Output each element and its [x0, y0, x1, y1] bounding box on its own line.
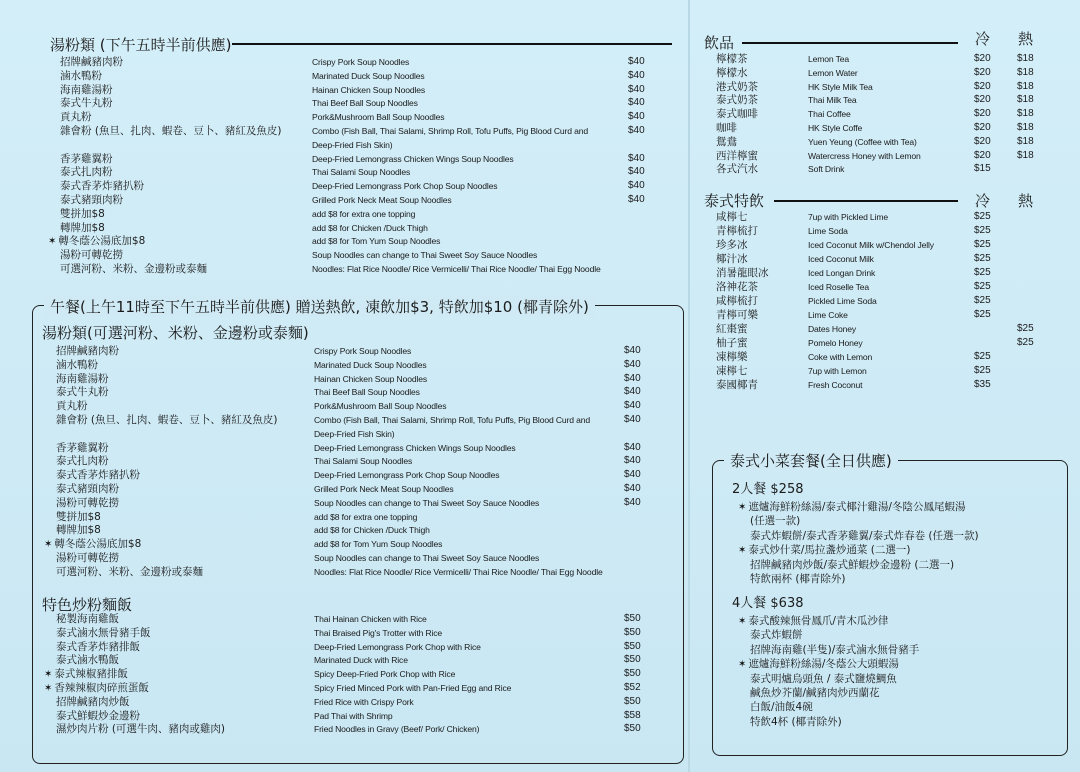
drink-en: Lime Coke — [808, 310, 848, 320]
drink-en: Coke with Lemon — [808, 352, 873, 362]
menu-item-en: add $8 for Tom Yum Soup Noodles — [312, 236, 441, 247]
set-line-text: 泰式酸辣無骨鳳爪/青木瓜沙律 — [748, 615, 889, 627]
menu-item-zh — [60, 110, 92, 124]
drink-en: Pomelo Honey — [808, 338, 863, 348]
set-line-text: 招牌鹹豬肉炒飯/泰式鮮蝦炒金邊粉 (二選一) — [750, 558, 955, 571]
menu-item-zh-text: 泰式鮮蝦炒金邊粉 — [56, 709, 140, 722]
menu-item-price: $40 — [624, 414, 641, 425]
specials-rule — [774, 200, 958, 202]
menu-item-zh-text: 泰式牛丸粉 — [56, 386, 109, 399]
set-line — [750, 700, 813, 714]
drink-zh: 港式奶茶 — [716, 80, 758, 93]
menu-item-zh-text: 泰式辣椒豬排飯 — [54, 668, 128, 681]
menu-item-zh — [60, 193, 123, 207]
menu-item-zh-text: 秘製海南雞飯 — [56, 613, 119, 625]
set2-title: 2人餐 $258 — [732, 482, 804, 497]
menu-item-en: Spicy Deep-Fried Pork Chop with Rice — [314, 669, 456, 680]
set4-title: 4人餐 $638 — [732, 596, 804, 611]
menu-item-zh-text: 貢丸粉 — [56, 400, 88, 413]
drink-zh: 檸檬水 — [716, 66, 748, 79]
menu-item-zh — [56, 695, 130, 709]
menu-item-en: add $8 for extra one topping — [312, 208, 416, 219]
set-line-text: 泰式明爐烏頭魚 / 泰式鹽燒鯛魚 — [750, 672, 897, 685]
menu-item-zh — [48, 234, 145, 249]
menu-item-en: Hainan Chicken Soup Noodles — [314, 373, 427, 384]
lunch-section-title: 午餐(上午11時至下午五時半前供應) 贈送熱飲, 凍飲加$3, 特飲加$10 (椰青除外) — [44, 296, 595, 317]
menu-item-en: Hainan Chicken Soup Noodles — [312, 84, 425, 95]
menu-item-zh — [56, 344, 119, 358]
menu-item-en: Marinated Duck Soup Noodles — [314, 359, 427, 370]
menu-item-en: add $8 for Chicken /Duck Thigh — [312, 222, 428, 233]
drink-zh: 檸檬茶 — [716, 53, 748, 65]
menu-item-zh-text: 招牌鹹豬肉粉 — [60, 56, 123, 68]
menu-item-price: $50 — [624, 640, 641, 652]
menu-item-zh-text: 湯粉可轉乾撈 — [56, 552, 119, 564]
menu-item-price: $40 — [624, 345, 641, 356]
menu-item-zh-text: 泰式香茅炸豬扒粉 — [60, 180, 144, 193]
drink-en: Watercress Honey with Lemon — [808, 150, 921, 161]
menu-item-en: Soup Noodles can change to Thai Sweet Soy Sauce Noodles — [314, 497, 540, 508]
menu-item-price: $40 — [624, 441, 641, 453]
drink-zh: 青檸梳打 — [716, 225, 758, 237]
drink-cold-price: $25 — [974, 351, 991, 362]
drink-zh: 消暑龍眼冰 — [716, 267, 769, 279]
drink-en: HK Style Coffe — [808, 123, 863, 133]
drink-cold-price: $25 — [974, 365, 991, 376]
menu-item-price: $40 — [628, 180, 645, 192]
menu-item-en: Crispy Pork Soup Noodles — [312, 57, 410, 67]
menu-item-price: $50 — [624, 668, 641, 680]
menu-item-zh — [56, 468, 140, 482]
menu-item-price: $40 — [624, 496, 641, 508]
menu-item-zh-text: 香辣辣椒肉碎煎蛋飯 — [54, 682, 149, 694]
drink-cold-price: $15 — [974, 163, 991, 175]
menu-item-price: $40 — [624, 483, 641, 494]
menu-item-price: $40 — [628, 194, 645, 205]
menu-item-en: Soup Noodles can change to Thai Sweet Soy Sauce Noodles — [312, 250, 538, 261]
menu-item-zh-text: 轉冬蔭公湯底加$8 — [54, 538, 142, 551]
set-line-text: 遮爐海鮮粉絲湯/冬蔭公大頭蝦湯 — [748, 658, 899, 671]
menu-item-zh — [60, 165, 113, 179]
set-line — [738, 657, 899, 672]
set-line-text: 泰式炸蝦餅/泰式香茅雞翼/泰式炸春卷 (任選一款) — [750, 529, 979, 542]
drink-hot-price: $18 — [1017, 108, 1034, 120]
drink-cold-price: $20 — [974, 66, 991, 78]
menu-item-en: Fried Rice with Crispy Pork — [314, 696, 414, 707]
set-line-text: 特飲4杯 (椰青除外) — [750, 715, 842, 728]
menu-item-zh — [56, 565, 203, 579]
menu-item-zh-text: 轉冬蔭公湯底加$8 — [58, 235, 146, 248]
set-line — [750, 672, 897, 686]
menu-item-en: Soup Noodles can change to Thai Sweet Soy Sauce Noodles — [314, 553, 540, 563]
drink-zh: 凍檸樂 — [716, 351, 748, 363]
menu-item-zh-text: 湯粉可轉乾撈 — [56, 496, 119, 509]
menu-item-zh-text: 泰式香茅炸豬排飯 — [56, 640, 140, 653]
menu-item-zh-text: 泰式扎肉粉 — [60, 166, 113, 179]
menu-item-zh-text: 泰式滷水鴨飯 — [56, 654, 119, 667]
menu-item-zh — [60, 69, 102, 83]
menu-item-zh-text: 濕炒肉片粉 (可選牛肉、豬肉或雞肉) — [56, 723, 226, 736]
menu-item-price: $40 — [624, 455, 641, 467]
set-line-text: 招牌海南雞(半隻)/泰式滷水無骨豬手 — [750, 643, 920, 656]
drink-en: Lemon Tea — [808, 54, 850, 64]
menu-item-zh-text: 香茅雞翼粉 — [60, 152, 113, 165]
drink-cold-price: $25 — [974, 253, 991, 264]
drink-cold-price: $20 — [974, 108, 991, 120]
drink-en: Dates Honey — [808, 324, 857, 334]
menu-item-zh — [56, 454, 109, 468]
menu-item-zh — [56, 413, 278, 427]
menu-item-price: $40 — [624, 372, 641, 384]
drink-zh: 柚子蜜 — [716, 337, 748, 349]
set-line — [750, 514, 800, 528]
drink-zh: 泰式奶茶 — [716, 94, 758, 107]
menu-item-price: $40 — [628, 97, 645, 109]
menu-item-price: $40 — [628, 166, 645, 178]
drink-zh: 椰汁冰 — [716, 253, 748, 265]
menu-item-en: Marinated Duck Soup Noodles — [312, 70, 425, 81]
set-line-text: 白飯/油飯4碗 — [750, 701, 813, 714]
menu-item-zh-text: 滷水鴨粉 — [60, 69, 102, 82]
menu-item-en: Thai Beef Ball Soup Noodles — [312, 98, 418, 109]
menu-item-zh-text: 泰式滷水無骨豬手飯 — [56, 626, 151, 639]
set-line — [750, 628, 803, 642]
drink-zh: 珍多冰 — [716, 239, 748, 251]
menu-item-price: $40 — [628, 111, 645, 123]
menu-item-en: Noodles: Flat Rice Noodle/ Rice Vermicelli/ Thai Rice Noodle/ Thai Egg Noodle — [312, 264, 601, 274]
menu-item-zh — [60, 96, 113, 110]
drink-zh: 凍檸七 — [716, 365, 748, 377]
menu-item-en: add $8 for Tom Yum Soup Noodles — [314, 539, 443, 550]
menu-item-price: $40 — [624, 386, 641, 398]
menu-item-zh — [60, 83, 113, 97]
menu-item-zh — [60, 124, 282, 138]
menu-item-zh-text: 泰式豬頸肉粉 — [60, 194, 123, 206]
drink-zh: 泰式咖啡 — [716, 108, 758, 121]
drink-cold-price: $20 — [974, 122, 991, 133]
noodles-section-rule — [232, 43, 672, 45]
menu-item-zh — [56, 496, 119, 510]
menu-item-zh — [56, 385, 109, 399]
drink-cold-price: $20 — [974, 94, 991, 106]
menu-item-zh-text: 招牌鹹豬肉粉 — [56, 345, 119, 357]
menu-item-en: Thai Salami Soup Noodles — [312, 167, 411, 178]
drink-zh: 鴛鴦 — [716, 135, 737, 148]
menu-item-en: Deep-Fried Lemongrass Chicken Wings Soup Noodles — [312, 153, 514, 164]
menu-item-en: Thai Beef Ball Soup Noodles — [314, 387, 420, 398]
menu-item-en: Combo (Fish Ball, Thai Salami, Shrimp Roll, Tofu Puffs, Pig Blood Curd and — [312, 126, 588, 136]
drink-en: 7up with Pickled Lime — [808, 212, 888, 222]
menu-item-zh — [60, 152, 113, 166]
menu-item-zh-text: 雙拼加$8 — [60, 207, 105, 220]
menu-item-zh — [60, 262, 207, 276]
drink-hot-price: $18 — [1017, 80, 1034, 92]
drink-hot-price: $18 — [1017, 53, 1034, 64]
menu-item-zh — [56, 523, 101, 537]
menu-item-en-cont: Deep-Fried Fish Skin) — [314, 428, 395, 439]
set-line-text: 泰式炒什菜/馬拉盞炒通菜 (二選一) — [748, 544, 911, 557]
drink-en: Iced Coconut Milk w/Chendol Jelly — [808, 240, 934, 250]
menu-item-zh-text: 泰式牛丸粉 — [60, 97, 113, 110]
chili-icon: ✶ — [738, 502, 747, 513]
menu-item-en: Pad Thai with Shrimp — [314, 710, 393, 721]
drink-hot-price: $18 — [1017, 122, 1034, 133]
noodles-section-title: 湯粉類 (下午五時半前供應) — [50, 36, 232, 54]
drink-zh: 泰國椰青 — [716, 379, 758, 391]
menu-item-en: Spicy Fried Minced Pork with Pan-Fried Egg and Rice — [314, 683, 512, 693]
drink-cold-price: $35 — [974, 379, 991, 390]
menu-item-en: Fried Noodles in Gravy (Beef/ Pork/ Chicken) — [314, 724, 480, 735]
menu-item-zh — [44, 537, 141, 552]
drink-cold-price: $25 — [974, 309, 991, 320]
drink-cold-price: $20 — [974, 135, 991, 147]
menu-item-zh — [60, 179, 144, 193]
lunch-section-subtitle: 湯粉類(可選河粉、米粉、金邊粉或泰麵) — [42, 324, 309, 342]
menu-item-zh — [60, 55, 123, 69]
set-line — [750, 558, 954, 572]
drink-zh: 咸檸七 — [716, 211, 748, 223]
drink-cold-price: $25 — [974, 267, 991, 278]
chili-icon: ✶ — [44, 539, 53, 551]
menu-item-en-cont: Deep-Fried Fish Skin) — [312, 139, 393, 150]
menu-item-en: Deep-Fried Lemongrass Pork Chop with Rice — [314, 641, 481, 652]
menu-item-zh — [56, 653, 119, 667]
chili-icon: ✶ — [48, 236, 57, 248]
menu-item-price: $40 — [628, 83, 645, 95]
page-fold — [688, 0, 690, 772]
chili-icon: ✶ — [738, 659, 747, 671]
menu-item-zh-text: 海南雞湯粉 — [56, 372, 109, 385]
menu-item-zh-text: 泰式香茅炸豬扒粉 — [56, 469, 140, 482]
chili-icon: ✶ — [738, 545, 747, 557]
drink-zh: 青檸可樂 — [716, 309, 758, 321]
menu-item-zh — [60, 248, 123, 262]
menu-item-zh-text: 湯粉可轉乾撈 — [60, 249, 123, 262]
drink-zh: 洛神花茶 — [716, 281, 758, 293]
menu-item-zh — [56, 510, 101, 524]
menu-item-en: Marinated Duck with Rice — [314, 655, 408, 666]
menu-item-price: $40 — [628, 69, 645, 81]
specials-hot-header: 熱 — [1018, 192, 1034, 210]
menu-item-zh-text: 招牌鹹豬肉炒飯 — [56, 695, 130, 708]
menu-item-zh-text: 海南雞湯粉 — [60, 83, 113, 96]
drink-cold-price: $25 — [974, 225, 991, 236]
set-line — [738, 500, 965, 515]
menu-item-price: $50 — [624, 626, 641, 638]
drink-en: Iced Roselle Tea — [808, 282, 869, 292]
menu-item-zh-text: 香茅雞翼粉 — [56, 441, 109, 454]
menu-item-zh — [44, 681, 149, 696]
menu-item-en: Deep-Fried Lemongrass Pork Chop Soup Noodles — [314, 470, 500, 481]
drinks-hot-header: 熱 — [1018, 30, 1034, 48]
set-line-text: 鹹魚炒芥蘭/鹹豬肉炒西蘭花 — [750, 687, 880, 699]
menu-item-zh — [56, 358, 98, 372]
menu-item-price: $50 — [624, 613, 641, 624]
drink-zh: 咸檸梳打 — [716, 295, 758, 307]
rice-section-title: 特色炒粉麵飯 — [42, 596, 133, 614]
set-line — [750, 686, 880, 700]
menu-item-price: $52 — [624, 682, 641, 693]
menu-item-en: Thai Braised Pig's Trotter with Rice — [314, 627, 443, 638]
drink-zh: 紅棗蜜 — [716, 323, 748, 335]
menu-item-zh — [60, 221, 105, 235]
menu-item-price: $50 — [624, 723, 641, 735]
drink-cold-price: $25 — [974, 239, 991, 250]
menu-item-zh — [56, 626, 151, 640]
drink-en: Iced Longan Drink — [808, 268, 876, 278]
drink-cold-price: $25 — [974, 211, 991, 222]
menu-item-en: Deep-Fried Lemongrass Pork Chop Soup Noodles — [312, 181, 498, 192]
menu-item-price: $50 — [624, 654, 641, 666]
drink-cold-price: $20 — [974, 80, 991, 92]
drink-hot-price: $18 — [1017, 149, 1034, 161]
menu-item-zh — [56, 551, 119, 565]
menu-item-en: add $8 for extra one topping — [314, 511, 418, 522]
set-line-text: 泰式炸蝦餅 — [750, 629, 803, 642]
drink-en: Yuen Yeung (Coffee with Tea) — [808, 136, 917, 147]
drink-cold-price: $25 — [974, 295, 991, 306]
menu-item-price: $50 — [624, 695, 641, 707]
menu-item-zh — [56, 482, 119, 496]
menu-item-en: Pork&Mushroom Ball Soup Noodles — [312, 112, 445, 123]
drinks-rule — [742, 42, 958, 44]
drink-cold-price: $20 — [974, 149, 991, 161]
set-line — [738, 543, 910, 558]
drink-zh: 各式汽水 — [716, 163, 758, 176]
menu-item-price: $58 — [624, 709, 641, 721]
menu-item-zh — [60, 207, 105, 221]
menu-item-zh — [56, 709, 140, 723]
menu-item-zh-text: 雜會粉 (魚旦、扎肉、蝦卷、豆卜、豬紅及魚皮) — [56, 414, 278, 426]
drink-en: Iced Coconut Milk — [808, 254, 874, 264]
menu-item-en: Pork&Mushroom Ball Soup Noodles — [314, 401, 447, 412]
menu-item-zh-text: 貢丸粉 — [60, 111, 92, 124]
menu-item-zh-text: 可選河粉、米粉、金邊粉或泰麵 — [56, 565, 203, 578]
menu-item-zh — [56, 640, 140, 654]
specials-title: 泰式特飲 — [704, 192, 765, 210]
menu-item-zh — [56, 372, 109, 386]
set-meals-title: 泰式小菜套餐(全日供應) — [724, 450, 898, 471]
drink-zh: 西洋檸蜜 — [716, 149, 758, 162]
menu-item-zh-text: 雜會粉 (魚旦、扎肉、蝦卷、豆卜、豬紅及魚皮) — [60, 125, 282, 137]
menu-item-price: $40 — [624, 358, 641, 370]
menu-item-en: Grilled Pork Neck Meat Soup Noodles — [312, 195, 452, 205]
drink-hot-price: $25 — [1017, 337, 1034, 348]
menu-item-en: Thai Hainan Chicken with Rice — [314, 614, 427, 624]
menu-item-en: Grilled Pork Neck Meat Soup Noodles — [314, 484, 454, 494]
set-line-text: (任選一款) — [750, 515, 801, 528]
menu-item-zh — [56, 612, 119, 626]
drink-hot-price: $18 — [1017, 135, 1034, 147]
drink-en: Soft Drink — [808, 164, 845, 175]
menu-item-zh-text: 泰式豬頸肉粉 — [56, 483, 119, 495]
menu-item-en: Thai Salami Soup Noodles — [314, 456, 413, 467]
set-line — [738, 614, 888, 629]
set-line — [750, 715, 842, 729]
drink-en: Thai Coffee — [808, 109, 851, 120]
drink-en: HK Style Milk Tea — [808, 81, 873, 92]
drink-en: Lime Soda — [808, 226, 848, 236]
menu-item-en: Crispy Pork Soup Noodles — [314, 346, 412, 356]
drink-zh: 咖啡 — [716, 122, 737, 134]
menu-item-zh — [44, 667, 128, 682]
drink-en: Lemon Water — [808, 67, 858, 78]
menu-item-zh-text: 雙拼加$8 — [56, 510, 101, 523]
set-line — [750, 529, 979, 543]
set-line-text: 特飲兩杯 (椰青除外) — [750, 573, 846, 585]
drink-en: Pickled Lime Soda — [808, 296, 877, 306]
menu-item-zh-text: 可選河粉、米粉、金邊粉或泰麵 — [60, 263, 207, 275]
menu-item-zh — [56, 441, 109, 455]
menu-item-zh — [56, 722, 225, 736]
drinks-title: 飲品 — [704, 34, 735, 52]
drink-hot-price: $18 — [1017, 94, 1034, 106]
menu-item-price: $40 — [624, 400, 641, 412]
menu-item-price: $40 — [628, 56, 645, 67]
menu-item-zh-text: 轉牌加$8 — [56, 524, 101, 537]
specials-cold-header: 冷 — [975, 192, 991, 210]
menu-item-en: add $8 for Chicken /Duck Thigh — [314, 525, 430, 536]
set-line — [750, 643, 919, 657]
drink-en: Thai Milk Tea — [808, 95, 857, 106]
drink-cold-price: $25 — [974, 281, 991, 292]
menu-item-zh — [56, 399, 88, 413]
set-line — [750, 572, 846, 586]
menu-item-price: $40 — [624, 469, 641, 481]
chili-icon: ✶ — [44, 669, 53, 681]
drinks-cold-header: 冷 — [975, 30, 991, 48]
menu-item-price: $40 — [628, 125, 645, 136]
set-line-text: 遮爐海鮮粉絲湯/泰式椰汁雞湯/冬陰公鳳尾蝦湯 — [748, 501, 966, 513]
menu-item-zh-text: 滷水鴨粉 — [56, 358, 98, 371]
chili-icon: ✶ — [738, 616, 747, 627]
menu-item-zh-text: 泰式扎肉粉 — [56, 455, 109, 468]
menu-item-en: Noodles: Flat Rice Noodle/ Rice Vermicelli/ Thai Rice Noodle/ Thai Egg Noodle — [314, 566, 603, 577]
drink-en: 7up with Lemon — [808, 366, 867, 376]
menu-item-en: Combo (Fish Ball, Thai Salami, Shrimp Roll, Tofu Puffs, Pig Blood Curd and — [314, 415, 590, 425]
drink-en: Fresh Coconut — [808, 380, 863, 390]
drink-hot-price: $25 — [1017, 323, 1034, 334]
drink-hot-price: $18 — [1017, 66, 1034, 78]
chili-icon: ✶ — [44, 683, 53, 694]
menu-item-en: Deep-Fried Lemongrass Chicken Wings Soup Noodles — [314, 442, 516, 453]
drink-cold-price: $20 — [974, 53, 991, 64]
menu-item-price: $40 — [628, 152, 645, 164]
menu-item-zh-text: 轉牌加$8 — [60, 221, 105, 234]
